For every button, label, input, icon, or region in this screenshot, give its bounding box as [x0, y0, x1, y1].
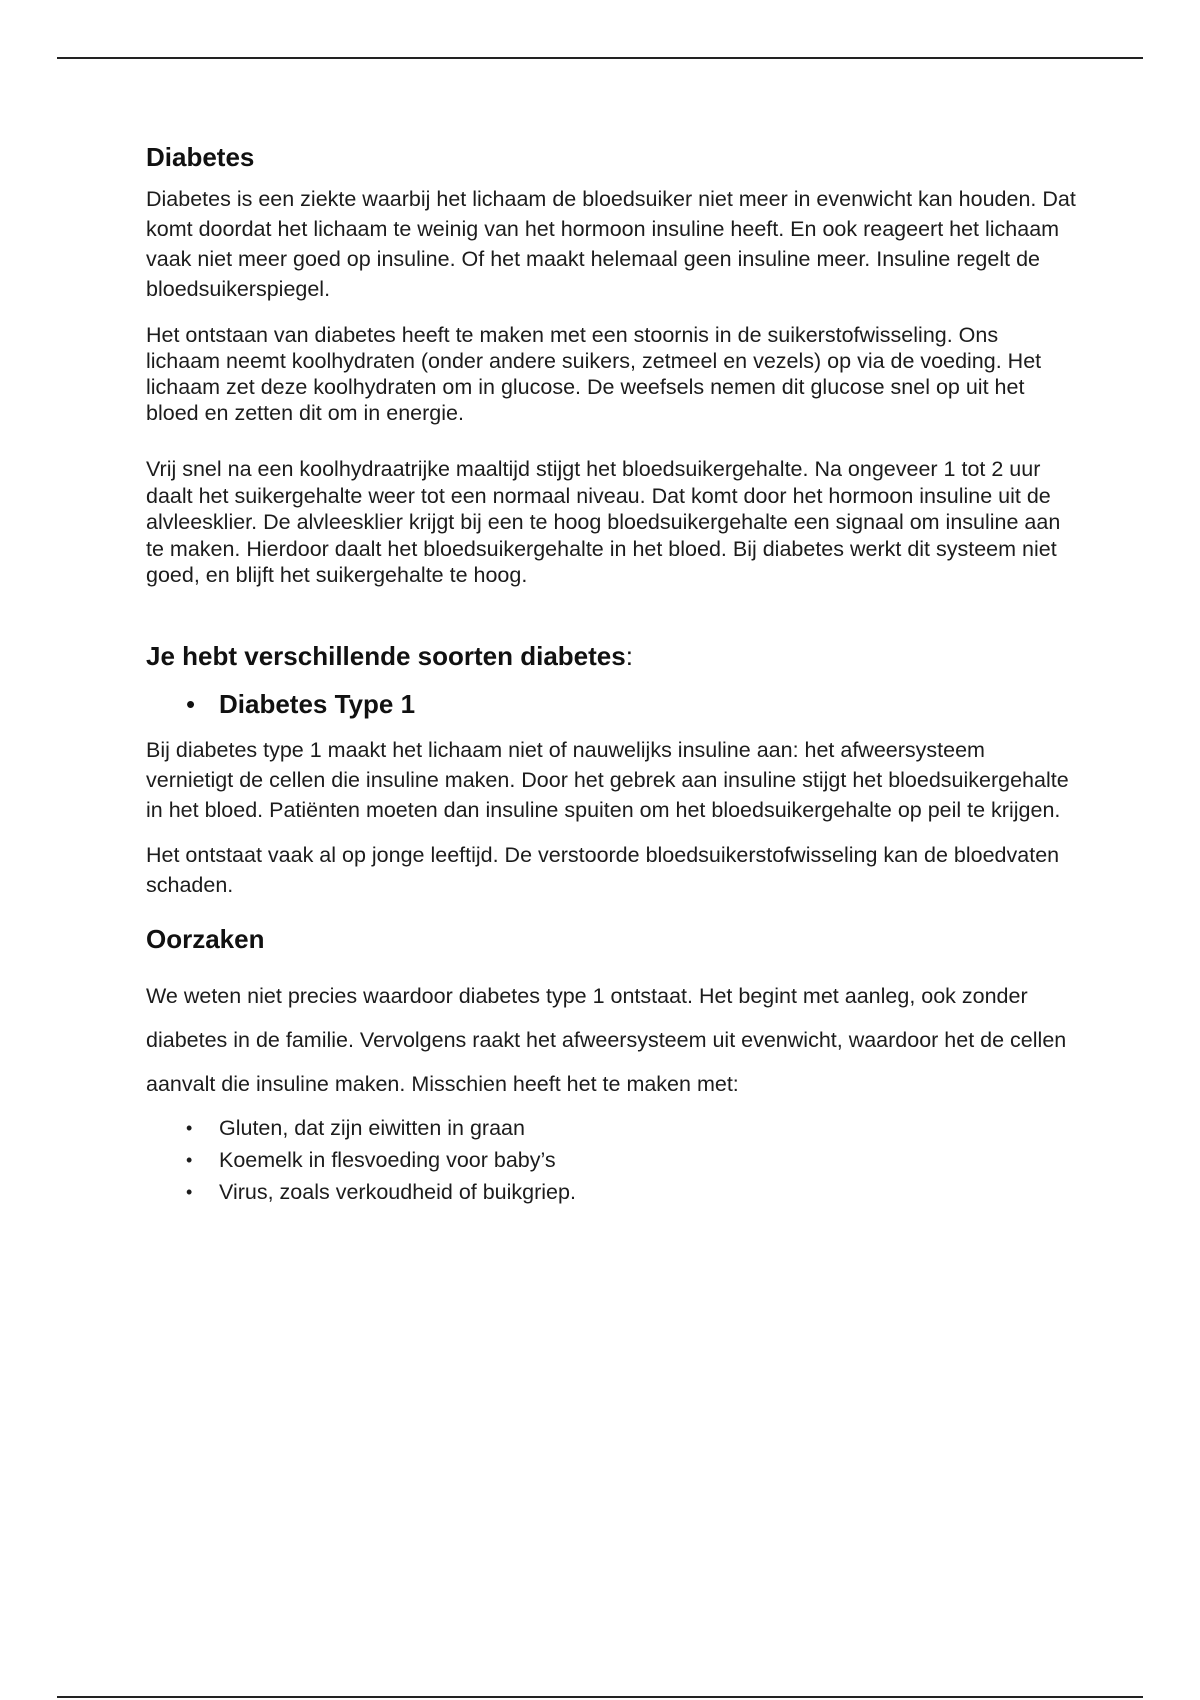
cause-gluten: Gluten, dat zijn eiwitten in graan: [219, 1115, 525, 1140]
bullet-icon: •: [186, 1149, 193, 1170]
heading-types-colon: :: [625, 640, 633, 671]
cause-virus: Virus, zoals verkoudheid of buikgriep.: [219, 1179, 576, 1204]
paragraph-metabolism: Het ontstaan van diabetes heeft te maken met een stoornis in de suikerstofwisseling. Ons lichaam neemt koolhydraten (onder andere suikers, zetmeel en vezels) op via de voeding. Het lichaam zet deze koolhydraten om in glucose. De weefsels nemen dit glucose snel op uit het bloed en zetten dit om in energie.: [146, 323, 1042, 425]
paragraph-intro: Diabetes is een ziekte waarbij het lichaam de bloedsuiker niet meer in evenwicht kan houden. Dat komt doordat het lichaam te weinig van het hormoon insuline heeft. En ook reageert het lichaam vaak niet meer goed op insuline. Of het maakt helemaal geen insuline meer. Insuline regelt de bloedsuikerspiegel.: [146, 187, 1076, 301]
list-item-type-1: [146, 687, 1076, 721]
type-1-label: Diabetes Type 1: [219, 688, 416, 719]
bullet-icon: •: [186, 688, 196, 719]
heading-causes: Oorzaken: [146, 923, 265, 954]
paragraph-causes: We weten niet precies waardoor diabetes type 1 ontstaat. Het begint met aanleg, ook zonder diabetes in de familie. Vervolgens raakt het afweersysteem uit evenwicht, waardoor het de cellen aanvalt die insuline maken. Misschien heeft het te maken met:: [146, 983, 1067, 1096]
list-item: [146, 1176, 1076, 1208]
list-item: [146, 1144, 1076, 1176]
document-body: [146, 140, 1076, 1208]
footer-rule: [57, 1696, 1143, 1698]
causes-list: [146, 1112, 1076, 1208]
header-rule: [57, 57, 1143, 59]
bullet-icon: •: [186, 1181, 193, 1202]
cause-cow-milk: Koemelk in flesvoeding voor baby’s: [219, 1147, 556, 1172]
bullet-icon: •: [186, 1117, 193, 1138]
paragraph-type1-onset: Het ontstaat vaak al op jonge leeftijd. De verstoorde bloedsuikerstofwisseling kan de bloedvaten schaden.: [146, 842, 1060, 897]
types-list: [146, 687, 1076, 721]
paragraph-type1-description: Bij diabetes type 1 maakt het lichaam niet of nauwelijks insuline aan: het afweersysteem vernietigt de cellen die insuline maken. Door het gebrek aan insuline stijgt het bloedsuikergehalte in het bloed. Patiënten moeten dan insuline spuiten om het bloedsuikergehalte op peil te krijgen.: [146, 737, 1069, 822]
heading-types-text: Je hebt verschillende soorten diabetes: [146, 640, 626, 671]
heading-diabetes: Diabetes: [146, 142, 255, 172]
paragraph-blood-sugar: Vrij snel na een koolhydraatrijke maaltijd stijgt het bloedsuikergehalte. Na ongeveer 1 tot 2 uur daalt het suikergehalte weer tot een normaal niveau. Dat komt door het hormoon insuline uit de alvleesklier. De alvleesklier krijgt bij een te hoog bloedsuikergehalte een signaal om insuline aan te maken. Hierdoor daalt het bloedsuikergehalte in het bloed. Bij diabetes werkt dit systeem niet goed, en blijft het suikergehalte te hoog.: [146, 457, 1061, 587]
list-item: [146, 1112, 1076, 1144]
heading-types: [146, 639, 1076, 673]
